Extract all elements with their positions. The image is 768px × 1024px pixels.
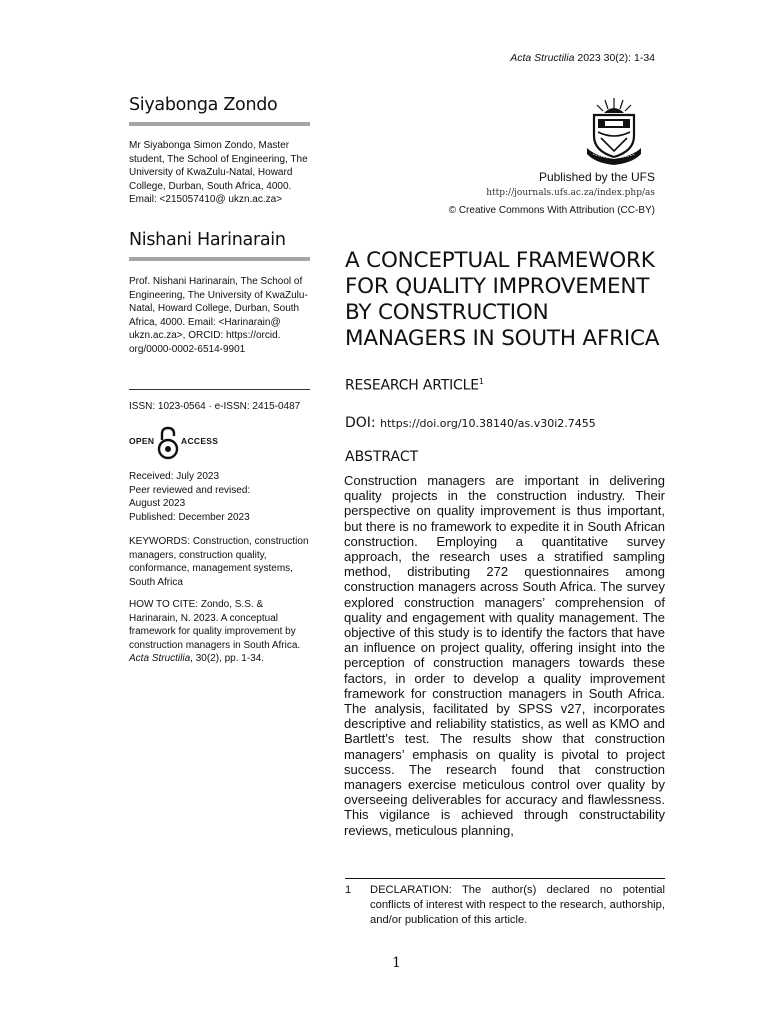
keywords: KEYWORDS: Construction, construction managers, construction quality, conformance, management systems, South Africa [129,536,309,588]
journal-issue: 2023 30(2): 1-34 [574,52,655,64]
open-access-left: OPEN [129,436,155,446]
ufs-crest-icon [583,96,645,166]
dates-block [129,470,310,524]
author-affiliation-1: Mr Siyabonga Simon Zondo, Master student, The School of Engineering, The University of KwaZulu-Natal, Howard College, Durban, South Africa, 4000. Email: <215057410@ ukzn.ac.za> [129,140,308,206]
article-type-footnote-marker[interactable]: 1 [478,377,484,386]
citation-suffix: , 30(2), pp. 1-34. [190,653,265,665]
issn-divider [129,389,310,390]
license-line: © Creative Commons With Attribution (CC-BY) [448,205,655,216]
journal-reference [510,52,655,64]
journal-name: Acta Structilia [510,52,575,64]
footnote-divider [345,878,665,879]
author-divider-2 [129,257,310,261]
author-affiliation-2: Prof. Nishani Harinarain, The School of Engineering, The University of KwaZulu-Natal, Howard College, Durban, South Africa, 4000. Email: <Harinarain@ ukzn.ac.za>, ORCID: https://orcid. org/0000-0002-6514-9901 [129,276,308,355]
article-title: A CONCEPTUAL FRAMEWORK FOR QUALITY IMPROVEMENT BY CONSTRUCTION MANAGERS IN SOUTH AFRICA [345,248,660,351]
article-type-label: RESEARCH ARTICLE [345,377,479,394]
open-access-right: ACCESS [181,436,219,446]
citation-journal: Acta Structilia [129,653,191,665]
author-name-2: Nishani Harinarain [129,230,286,250]
open-lock-icon [157,426,179,460]
doi-line [345,415,596,431]
page-number: 1 [392,955,401,971]
received-date: Received: July 2023 [129,471,220,482]
doi-link[interactable]: https://doi.org/10.38140/as.v30i2.7455 [380,417,596,430]
journal-url[interactable]: http://journals.ufs.ac.za/index.php/as [486,188,655,198]
citation-prefix: HOW TO CITE: Zondo, S.S. & Harinarain, N. 2023. A conceptual framework for quality improvement by construction managers in South Africa. [129,599,301,651]
footnote [345,883,665,928]
issn-line: ISSN: 1023-0564 · e-ISSN: 2415-0487 [129,401,301,412]
published-date: Published: December 2023 [129,511,250,523]
doi-label: DOI: [345,415,381,431]
peer-reviewed-label: Peer reviewed and revised: [129,484,251,496]
footnote-text: DECLARATION: The author(s) declared no potential conflicts of interest with respect to the research, authorship, and/or publication of this article. [370,884,665,926]
publisher-line: Published by the UFS [538,170,655,184]
abstract-text: Construction managers are important in delivering quality projects in the construction industry. Their perspective on quality improvement is thus important, but there is no framework to expedite it in South African construction. Employing a quantitative survey approach, the research uses a stratified sampling method, distributing 272 questionnaires among construction managers across South Africa. The survey explored construction managers’ comprehension of quality and engagement with quality management. The objective of this study is to identify the factors that have an influence on project quality, offering insight into the perception of construction managers towards these factors, in order to develop a quality improvement framework for construction managers in South Africa. The analysis, facilitated by SPSS v27, incorporates descriptive and reliability statistics, as well as KMO and Bartlett’s test. The results show that construction managers’ emphasis on quality is pivotal to project success. The research found that construction managers exercise meticulous control over quality by overseeing deliverables for accuracy and flawlessness. This vigilance is achieved through constructability reviews, meticulous planning, [344,473,665,838]
how-to-cite [129,598,310,666]
abstract-heading: ABSTRACT [345,449,419,465]
author-name-1: Siyabonga Zondo [129,95,278,115]
revised-date: August 2023 [129,498,186,510]
article-type [345,377,484,394]
author-divider-1 [129,122,310,126]
open-access-badge [129,426,229,462]
footnote-number: 1 [345,884,352,896]
